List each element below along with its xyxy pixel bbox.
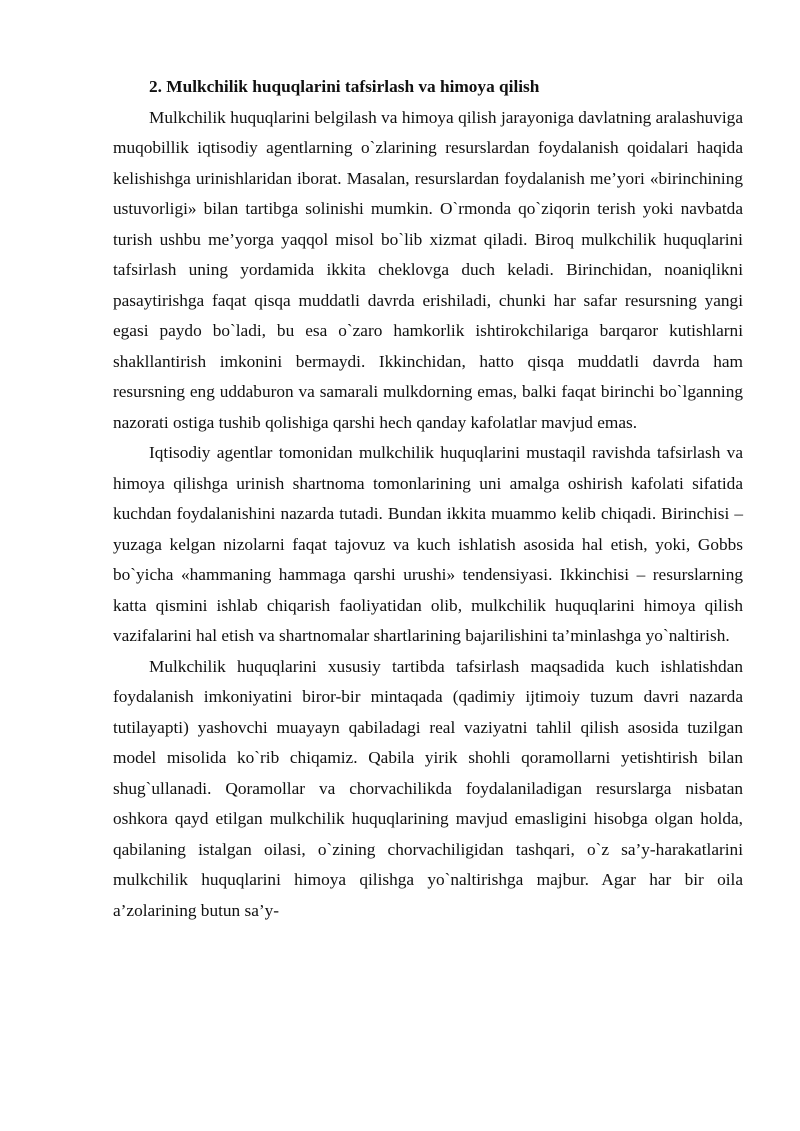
document-body bbox=[113, 72, 743, 926]
paragraph-2: Iqtisodiy agentlar tomonidan mulkchilik huquqlarini mustaqil ravishda tafsirlash va himoya qilishga urinish shartnoma tomonlarining uni amalga oshirish kafolati sifatida kuchdan foydalanishini nazarda tutadi. Bundan ikkita muammo kelib chiqadi. Birinchisi – yuzaga kelgan nizolarni faqat tajovuz va kuch ishlatish asosida hal etish, yoki, Gobbs bo`yicha «hammaning hammaga qarshi urushi» tendensiyasi. Ikkinchisi – resurslarning katta qismini ishlab chiqarish faoliyatidan olib, mulkchilik huquqlarini himoya qilish vazifalarini hal etish va shartnomalar shartlarining bajarilishini ta’minlashga yo`naltirish. bbox=[113, 443, 743, 645]
section-heading: 2. Mulkchilik huquqlarini tafsirlash va himoya qilish bbox=[149, 77, 540, 96]
paragraph-3: Mulkchilik huquqlarini xususiy tartibda tafsirlash maqsadida kuch ishlatishdan foydalanish imkoniyatini biror-bir mintaqada (qadimiy ijtimoiy tuzum davri nazarda tutilayapti) yashovchi muayayn qabiladagi real vaziyatni tahlil qilish asosida tuzilgan model misolida ko`rib chiqamiz. Qabila yirik shohli qoramollarni yetishtirish bilan shug`ullanadi. Qoramollar va chorvachilikda foydalaniladigan resurslarga nisbatan oshkora qayd etilgan mulkchilik huquqlarining mavjud emasligini hisobga olgan holda, qabilaning istalgan oilasi, o`zining chorvachiligidan tashqari, o`z sa’y-harakatlarini mulkchilik huquqlarini himoya qilishga yo`naltirishga majbur. Agar har bir oila a’zolarining butun sa’y- bbox=[113, 656, 743, 920]
paragraph-1: Mulkchilik huquqlarini belgilash va himoya qilish jarayoniga davlatning aralashuviga muqobillik iqtisodiy agentlarning o`zlarining resurslardan foydalanish qoidalari haqida kelishishga urinishlaridan iborat. Masalan, resurslardan foydalanish me’yori «birinchining ustuvorligi» bilan tartibga solinishi mumkin. O`rmonda qo`ziqorin terish yoki navbatda turish ushbu me’yorga yaqqol misol bo`lib xizmat qiladi. Biroq mulkchilik huquqlarini tafsirlash uning yordamida ikkita cheklovga duch keladi. Birinchidan, noaniqlikni pasaytirishga faqat qisqa muddatli davrda erishiladi, chunki har safar resursning yangi egasi paydo bo`ladi, bu esa o`zaro hamkorlik ishtirokchilariga barqaror kutishlarni shakllantirish imkonini bermaydi. Ikkinchidan, hatto qisqa muddatli davrda ham resursning eng uddaburon va samarali mulkdorning emas, balki faqat birinchi bo`lganning nazorati ostiga tushib qolishiga qarshi hech qanday kafolatlar mavjud emas. bbox=[113, 107, 743, 432]
